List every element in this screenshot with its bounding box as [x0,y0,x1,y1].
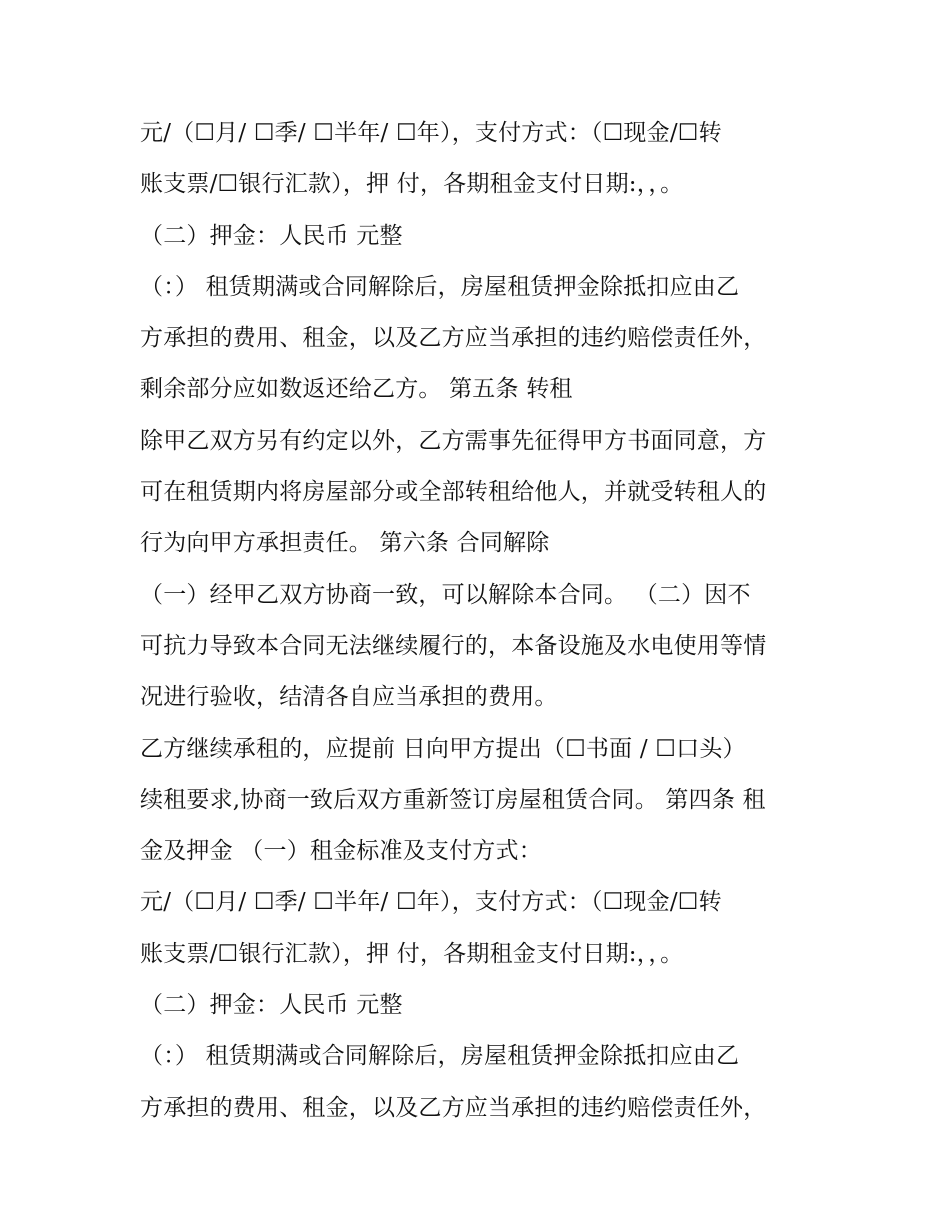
text-line: 可在租赁期内将房屋部分或全部转租给他人，并就受转租人的 [140,479,767,506]
text-line: （一）经甲乙双方协商一致，可以解除本合同。 （二）因不 [140,581,751,608]
text-line: 账支票/☐银行汇款），押 付，各期租金支付日期:，，。 [140,940,684,967]
text-line: 续租要求,协商一致后双方重新签订房屋租赁合同。 第四条 租 [140,786,766,813]
text-line: 元/（☐月/ ☐季/ ☐半年/ ☐年），支付方式：（☐现金/☐转 [140,120,722,146]
text-line: 况进行验收，结清各自应当承担的费用。 [140,684,558,711]
text-line: 乙方继续承租的，应提前 日向甲方提出（☐书面 / ☐口头） [140,735,746,762]
text-line: 方承担的费用、租金，以及乙方应当承担的违约赔偿责任外， [140,325,767,352]
text-line: 剩余部分应如数返还给乙方。 第五条 转租 [140,376,573,403]
text-line: （二）押金：人民币 元整 [140,222,403,249]
text-line: （二）押金：人民币 元整 [140,992,403,1019]
text-line: 账支票/☐银行汇款），押 付，各期租金支付日期:，，。 [140,171,684,198]
text-line: 除甲乙双方另有约定以外，乙方需事先征得甲方书面同意，方 [140,427,767,454]
text-line: 元/（☐月/ ☐季/ ☐半年/ ☐年），支付方式：（☐现金/☐转 [140,889,722,916]
document-body [140,108,830,1134]
text-line: （：） 租赁期满或合同解除后，房屋租赁押金除抵扣应由乙 [140,273,740,300]
text-line: （：） 租赁期满或合同解除后，房屋租赁押金除抵扣应由乙 [140,1043,740,1070]
text-line: 可抗力导致本合同无法继续履行的，本备设施及水电使用等情 [140,632,767,659]
text-line: 行为向甲方承担责任。 第六条 合同解除 [140,530,550,557]
text-line: 金及押金 （一）租金标准及支付方式： [140,838,542,865]
text-line: 方承担的费用、租金，以及乙方应当承担的违约赔偿责任外， [140,1094,767,1121]
